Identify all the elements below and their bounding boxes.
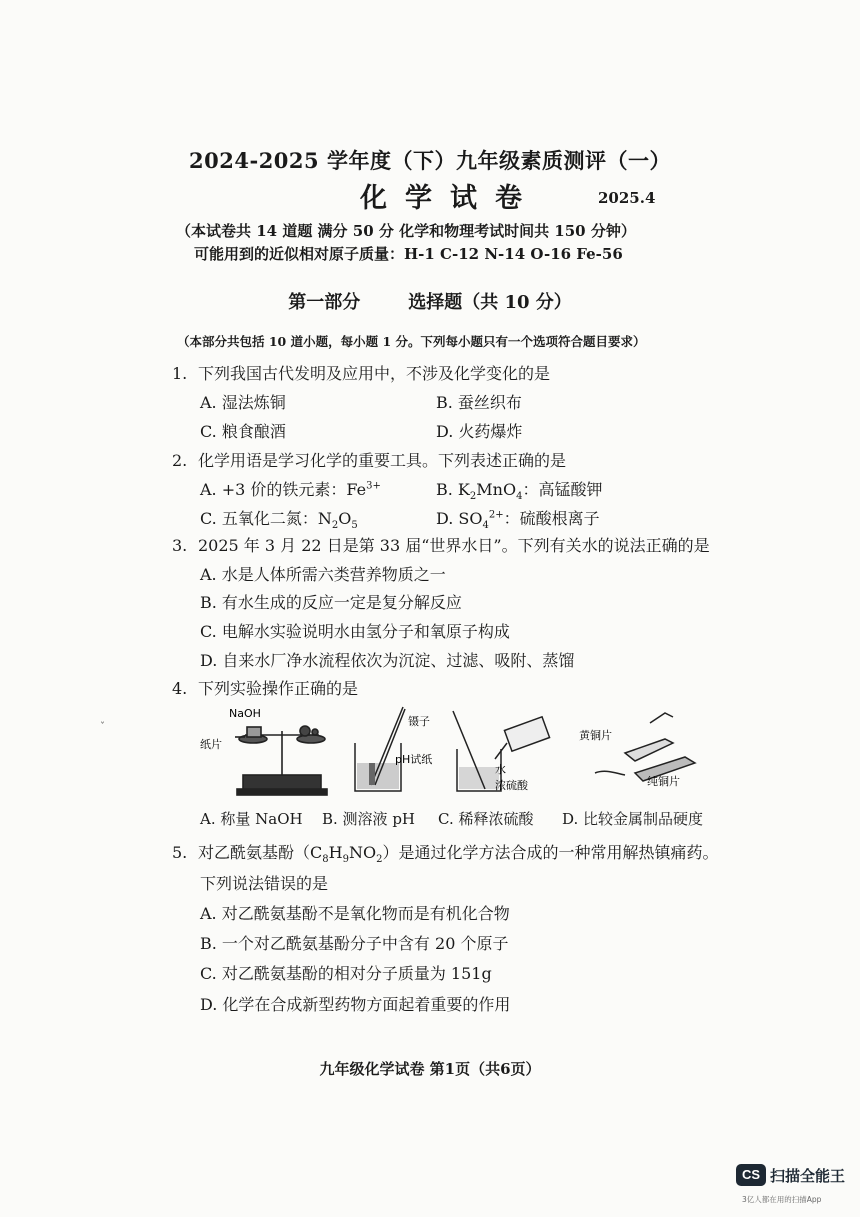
q5-stem xyxy=(172,840,718,865)
q4-figures xyxy=(195,703,755,799)
q2-option-c xyxy=(200,506,358,531)
q3-option-b: B. 有水生成的反应一定是复分解反应 xyxy=(200,593,462,612)
fig-label-water: 水 xyxy=(495,763,506,776)
q2-a-text: A. +3 价的铁元素：Fe xyxy=(200,480,367,499)
q2-c-sub1: 2 xyxy=(331,520,339,532)
q5-option-a: A. 对乙酰氨基酚不是氧化物而是有机化合物 xyxy=(200,904,510,923)
q2-d-sub: 4 xyxy=(482,520,489,532)
q5-option-b: B. 一个对乙酰氨基酚分子中含有 20 个原子 xyxy=(200,934,509,953)
atomic-mass-info: 可能用到的近似相对原子质量：H-1 C-12 N-14 O-16 Fe-56 xyxy=(194,245,623,263)
exam-title: 2024-2025 学年度（下）九年级素质测评（一） xyxy=(189,148,671,173)
scanner-logo: CS xyxy=(736,1164,766,1186)
page-footer: 九年级化学试卷 第1页（共6页） xyxy=(319,1060,541,1078)
q4-number: 4. xyxy=(172,679,188,698)
q1-option-a: A. 湿法炼铜 xyxy=(200,393,286,412)
section-heading xyxy=(0,288,860,314)
q1-stem xyxy=(172,361,550,384)
q3-option-a: A. 水是人体所需六类营养物质之一 xyxy=(200,565,446,584)
q5-sub2: 9 xyxy=(342,854,349,866)
q3-stem xyxy=(172,533,710,556)
q3-text: 2025 年 3 月 22 日是第 33 届“世界水日”。下列有关水的说法正确的是 xyxy=(198,536,710,555)
fig-label-paper: 纸片 xyxy=(200,738,222,751)
fig-label-acid: 浓硫酸 xyxy=(495,779,528,792)
fig-label-tweezers: 镊子 xyxy=(408,715,430,728)
q2-b-sub1: 2 xyxy=(469,491,477,503)
q2-b-post: ：高锰酸钾 xyxy=(522,480,603,499)
q1-option-b: B. 蚕丝织布 xyxy=(436,393,522,412)
q2-number: 2. xyxy=(172,451,188,470)
q2-b-pre: B. K xyxy=(436,480,470,499)
q1-number: 1. xyxy=(172,364,188,383)
fig-label-naoh: NaOH xyxy=(229,707,261,720)
q2-stem xyxy=(172,448,566,471)
q1-text: 下列我国古代发明及应用中，不涉及化学变化的是 xyxy=(198,364,551,383)
q4-option-b: B. 测溶液 pH xyxy=(322,810,416,828)
q2-c-mid: O xyxy=(338,509,352,528)
q2-d-pre: D. SO xyxy=(436,509,483,528)
q5-h: H xyxy=(328,843,343,862)
q3-option-d: D. 自来水厂净水流程依次为沉淀、过滤、吸附、蒸馏 xyxy=(200,651,575,670)
q5-stem-pre: 对乙酰氨基酚（C xyxy=(198,843,323,862)
fig-label-copper: 纯铜片 xyxy=(647,775,680,788)
q2-b-sub2: 4 xyxy=(516,491,523,503)
q5-no: NO xyxy=(348,843,377,862)
scanner-tagline: 3亿人都在用的扫描App xyxy=(742,1195,822,1204)
subject-title: 化学试卷 xyxy=(360,183,540,214)
q2-d-sup: 2+ xyxy=(488,509,504,521)
balance-figure xyxy=(235,726,327,795)
q5-option-c: C. 对乙酰氨基酚的相对分子质量为 151g xyxy=(200,964,492,983)
q4-text: 下列实验操作正确的是 xyxy=(198,679,359,698)
q5-sub1: 8 xyxy=(322,854,329,866)
q2-c-pre: C. 五氧化二氮：N xyxy=(200,509,332,528)
q4-option-d: D. 比较金属制品硬度 xyxy=(562,810,704,828)
q1-option-d: D. 火药爆炸 xyxy=(436,422,523,441)
q3-number: 3. xyxy=(172,536,188,555)
fig-label-ph-paper: pH试纸 xyxy=(395,753,433,766)
q3-option-c: C. 电解水实验说明水由氢分子和氧原子构成 xyxy=(200,622,510,641)
q1-option-c: C. 粮食酿酒 xyxy=(200,422,286,441)
q5-sub3: 2 xyxy=(376,854,383,866)
hardness-figure xyxy=(595,713,695,781)
scan-mark: ˇ xyxy=(100,722,105,733)
exam-info: （本试卷共 14 道题 满分 50 分 化学和物理考试时间共 150 分钟） xyxy=(176,222,636,240)
q5-stem2: 下列说法错误的是 xyxy=(200,874,329,893)
q4-option-c: C. 稀释浓硫酸 xyxy=(438,810,534,828)
q2-option-b xyxy=(436,477,602,502)
q5-option-d: D. 化学在合成新型药物方面起着重要的作用 xyxy=(200,995,511,1014)
q2-d-post: ：硫酸根离子 xyxy=(503,509,600,528)
scanner-badge xyxy=(736,1164,845,1186)
section-part: 第一部分 xyxy=(288,292,361,313)
section-name: 选择题（共 10 分） xyxy=(408,292,572,313)
section-note: （本部分共包括 10 道小题，每小题 1 分。下列每小题只有一个选项符合题目要求） xyxy=(177,334,646,349)
q4-stem xyxy=(172,676,358,699)
q2-option-d xyxy=(436,506,600,531)
q2-b-mid: MnO xyxy=(476,480,517,499)
q5-number: 5. xyxy=(172,843,188,862)
q2-text: 化学用语是学习化学的重要工具。下列表述正确的是 xyxy=(198,451,567,470)
q2-a-sup: 3+ xyxy=(366,480,381,492)
fig-label-brass: 黄铜片 xyxy=(579,729,612,742)
q2-c-sub2: 5 xyxy=(351,520,358,532)
scanner-name: 扫描全能王 xyxy=(770,1166,846,1185)
q2-option-a xyxy=(200,477,381,500)
q4-option-a: A. 称量 NaOH xyxy=(200,810,303,828)
exam-date: 2025.4 xyxy=(598,189,656,207)
ph-test-figure xyxy=(355,707,405,791)
q5-stem-post: ）是通过化学方法合成的一种常用解热镇痛药。 xyxy=(382,843,719,862)
